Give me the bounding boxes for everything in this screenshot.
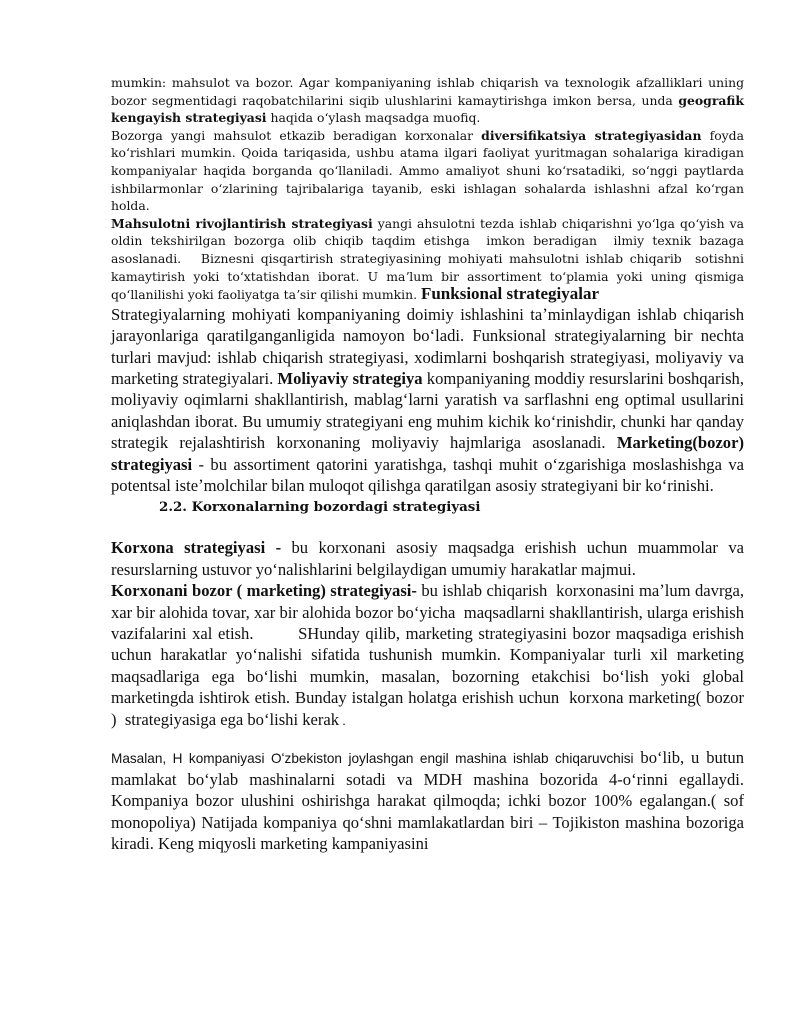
section-heading: 2.2. Korxonalarning bozordagi strategiyasi — [159, 499, 481, 516]
paragraph-diversification: Bozorga yangi mahsulot etkazib beradigan korxonalar diversifikatsiya strategiyasidan foyda koʻrishlari mumkin. Qoida tariqasida, ushbu atama ilgari faoliyat yuritmagan sohalariga kiradigan kompaniyalar haqida borganda qoʻllaniladi. Ammo amaliyot shuni koʻrsatadiki, soʻnggi paytlarda ishbilarmonlar oʻzlarining tajribalariga tayanib, eski ishlagan sohalarda ishlashni afzal koʻrgan holda. — [111, 127, 744, 214]
term-marketing-strategy: Marketing(bozor) strategiyasi — [111, 433, 744, 474]
document-page — [111, 74, 749, 855]
term-enterprise-strategy: Korxona strategiyasi - — [111, 538, 282, 558]
term-product-development: Mahsulotni rivojlantirish strategiyasi — [111, 215, 373, 231]
term-market-strategy: Korxonani bozor ( marketing) strategiyasi- — [111, 581, 417, 601]
paragraph-enterprise-strategy: Korxona strategiyasi - bu korxonani asosiy maqsadga erishish uchun muammolar va resurslarning ustuvor yoʻnalishlarini belgilaydigan umumiy harakatlar majmui. — [111, 538, 744, 579]
term-diversification: diversifikatsiya strategiyasidan — [481, 127, 702, 143]
paragraph-geographic-expansion: mumkin: mahsulot va bozor. Agar kompaniyaning ishlab chiqarish va texnologik afzalliklari uning bozor segmentidagi raqobatchilarini siqib ulushlarini kamaytirishga imkon bersa, unda geografik kengayish strategiyasi haqida oʻylash maqsadga muofiq. — [111, 75, 744, 126]
paragraph-example: Masalan, H kompaniyasi Oʻzbekiston joylashgan engil mashina ishlab chiqaruvchisi boʻlib, u butun mamlakat boʻylab mashinalarni sotadi va MDH mashina bozorida 4-oʻrinni egallaydi. Kompaniya bozor ulushini oshirishga harakat qilmoqda; ichki bozor 100% egalangan.( sof monopoliya) Natijada kompaniya qoʻshni mamlakatlardan biri – Tojikiston mashina bozoriga kiradi. Keng miqyosli marketing kampaniyasini — [111, 748, 744, 854]
term-geographic-expansion: geografik kengayish strategiyasi — [111, 92, 744, 126]
paragraph-market-strategy: Korxonani bozor ( marketing) strategiyasi- bu ishlab chiqarish korxonasini maʼlum davrga, xar bir alohida tovar, xar bir alohida bozor boʻyicha maqsadlarni shakllantirish, ularga erishish vazifalarini xal etish. SHunday qilib, marketing strategiyasini bozor maqsadiga erishish uchun harakatlar yoʻnalishi sifatida tushunish mumkin. Kompaniyalar turli xil marketing maqsadlariga ega boʻlishi mumkin, masalan, bozorning etakchisi boʻlish yoki global marketingda ishtirok etish. Bunday istalgan holatga erishish uchun korxona marketing( bozor ) strategiyasiga ega boʻlishi kerak . — [111, 581, 749, 729]
term-functional-strategies: Funksional strategiyalar — [420, 284, 600, 304]
term-financial-strategy: Moliyaviy strategiya — [277, 368, 423, 388]
spacer — [111, 731, 744, 747]
paragraph-functional-strategies: Strategiyalarning mohiyati kompaniyaning doimiy ishlashini taʼminlaydigan ishlab chiqarish jarayonlariga qaratilganganligida namoyon boʻladi. Funksional strategiyalarning bir nechta turlari mavjud: ishlab chiqarish strategiyasi, xodimlarni boshqarish strategiyasi, moliyaviy va marketing strategiyalari. Moliyaviy strategiya kompaniyaning moddiy resurslarini boshqarish, moliyaviy oqimlarni shakllantirish, mablagʻlarni yaratish va sarflashni eng optimal usullarini aniqlashdan iborat. Bu umumiy strategiyani eng muhim kichik koʻrinishdir, chunki har qanday strategik rejalashtirish korxonaning moliyaviy hajmlariga asoslanadi. Marketing(bozor) strategiyasi - bu assortiment qatorini yaratishga, tashqi muhit oʻzgarishiga moslashishga va potentsal isteʼmolchilar bilan muloqot qilishga qaratilgan asosiy strategiyani bir koʻrinishi. — [111, 304, 744, 495]
paragraph-product-development: Mahsulotni rivojlantirish strategiyasi yangi ahsulotni tezda ishlab chiqarishni yoʻlga qoʻyish va oldin tekshirilgan bozorga olib chiqib taqdim etishga imkon beradigan ilmiy texnik bazaga asoslanadi. Biznesni qisqartirish strategiyasining mohiyati mahsulotni ishlab chiqarib sotishni kamaytirish yoki toʻxtatishdan iborat. U maʼlum bir assortiment toʻplamia yoki uning qismiga qoʻllanilishi yoki faoliyatga taʼsir qilishi mumkin. Funksional strategiyalar — [111, 215, 748, 304]
spacer — [111, 517, 744, 537]
